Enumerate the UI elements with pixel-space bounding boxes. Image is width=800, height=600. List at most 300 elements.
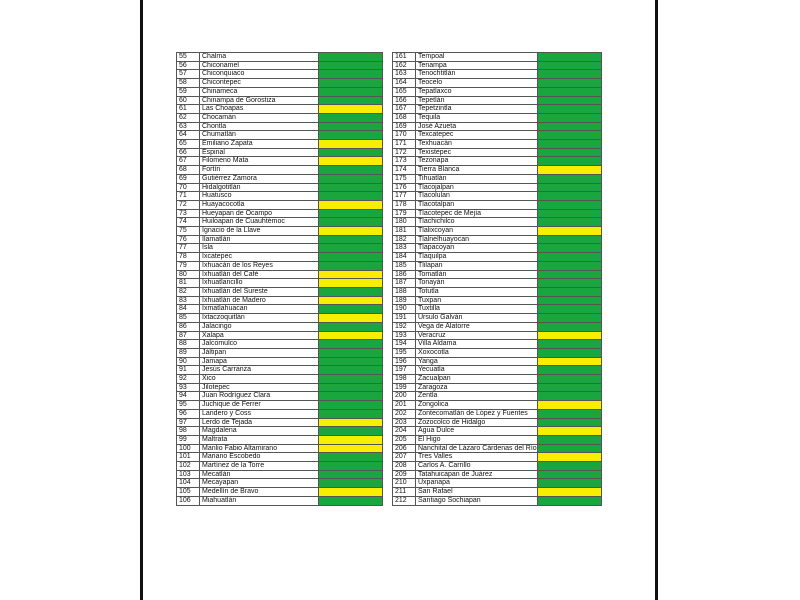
table-row [177, 200, 383, 209]
table-row [393, 392, 602, 401]
row-number: 66 [177, 148, 200, 157]
status-cell [537, 113, 601, 122]
status-cell [537, 357, 601, 366]
table-row [393, 61, 602, 70]
table-row [393, 348, 602, 357]
status-cell [537, 218, 601, 227]
status-cell [537, 61, 601, 70]
table-row [393, 462, 602, 471]
municipality-name: Zentla [416, 392, 538, 401]
status-cell [319, 131, 383, 140]
table-row [393, 218, 602, 227]
row-number: 192 [393, 322, 416, 331]
table-row [393, 453, 602, 462]
status-cell [319, 470, 383, 479]
municipality-name: Yecuatla [416, 366, 538, 375]
table-row [177, 366, 383, 375]
table-row [177, 314, 383, 323]
row-number: 70 [177, 183, 200, 192]
status-cell [537, 314, 601, 323]
municipality-name: Fortín [200, 166, 319, 175]
status-cell [537, 87, 601, 96]
row-number: 103 [177, 470, 200, 479]
municipality-name: Tepetzintla [416, 105, 538, 114]
table-row [393, 305, 602, 314]
table-row [177, 140, 383, 149]
municipality-name: Tezonapa [416, 157, 538, 166]
municipality-name: Tenampa [416, 61, 538, 70]
status-cell [319, 444, 383, 453]
table-row [177, 174, 383, 183]
row-number: 86 [177, 322, 200, 331]
status-cell [537, 235, 601, 244]
row-number: 211 [393, 488, 416, 497]
status-cell [537, 200, 601, 209]
status-cell [319, 331, 383, 340]
municipality-name: Tlacotepec de Mejía [416, 209, 538, 218]
row-number: 188 [393, 287, 416, 296]
row-number: 169 [393, 122, 416, 131]
municipality-name: Landero y Coss [200, 409, 319, 418]
table-row [393, 366, 602, 375]
status-cell [319, 435, 383, 444]
table-row [177, 427, 383, 436]
table-row [393, 183, 602, 192]
table-row [177, 488, 383, 497]
row-number: 60 [177, 96, 200, 105]
municipality-name: Tierra Blanca [416, 166, 538, 175]
status-cell [319, 305, 383, 314]
row-number: 176 [393, 183, 416, 192]
row-number: 55 [177, 53, 200, 62]
municipality-name: Jáltipan [200, 348, 319, 357]
table-row [177, 70, 383, 79]
table-row [177, 61, 383, 70]
row-number: 207 [393, 453, 416, 462]
table-row [177, 418, 383, 427]
municipality-name: Zontecomatlán de López y Fuentes [416, 409, 538, 418]
table-row [393, 375, 602, 384]
status-cell [319, 375, 383, 384]
status-cell [319, 79, 383, 88]
status-cell [537, 209, 601, 218]
status-cell [319, 61, 383, 70]
table-row [177, 296, 383, 305]
row-number: 205 [393, 435, 416, 444]
table-row [393, 209, 602, 218]
row-number: 187 [393, 279, 416, 288]
status-cell [319, 148, 383, 157]
table-row [177, 435, 383, 444]
status-cell [319, 287, 383, 296]
table-row [177, 192, 383, 201]
row-number: 58 [177, 79, 200, 88]
row-number: 93 [177, 383, 200, 392]
row-number: 89 [177, 348, 200, 357]
table-row [177, 113, 383, 122]
row-number: 91 [177, 366, 200, 375]
status-cell [319, 87, 383, 96]
status-cell [319, 192, 383, 201]
row-number: 163 [393, 70, 416, 79]
status-cell [537, 131, 601, 140]
municipality-name: Chinampa de Gorostiza [200, 96, 319, 105]
municipality-name: Tihuatlán [416, 174, 538, 183]
row-number: 185 [393, 261, 416, 270]
row-number: 195 [393, 348, 416, 357]
table-row [177, 166, 383, 175]
table-row [393, 470, 602, 479]
table-row [177, 453, 383, 462]
municipality-name: Teocelo [416, 79, 538, 88]
municipality-name: Chalma [200, 53, 319, 62]
municipality-name: Tuxpan [416, 296, 538, 305]
status-cell [319, 279, 383, 288]
row-number: 92 [177, 375, 200, 384]
municipality-name: Magdalena [200, 427, 319, 436]
table-row [177, 287, 383, 296]
municipality-name: Tatahuicapan de Juárez [416, 470, 538, 479]
municipality-name: Manlio Fabio Altamirano [200, 444, 319, 453]
row-number: 102 [177, 462, 200, 471]
municipality-name: Tlapacoyan [416, 244, 538, 253]
table-row [177, 218, 383, 227]
status-cell [319, 70, 383, 79]
municipality-name: Texhuacán [416, 140, 538, 149]
municipality-name: Medellín de Bravo [200, 488, 319, 497]
municipality-name: Ixhuatlancillo [200, 279, 319, 288]
status-cell [537, 183, 601, 192]
municipality-name: Jamapa [200, 357, 319, 366]
table-row [393, 401, 602, 410]
row-number: 212 [393, 496, 416, 505]
row-number: 90 [177, 357, 200, 366]
status-cell [319, 209, 383, 218]
municipality-name: Hidalgotitlán [200, 183, 319, 192]
row-number: 172 [393, 148, 416, 157]
table-row [177, 322, 383, 331]
status-cell [537, 96, 601, 105]
municipality-name: Chumatlán [200, 131, 319, 140]
status-cell [319, 105, 383, 114]
row-number: 196 [393, 357, 416, 366]
municipality-name: Villa Aldama [416, 340, 538, 349]
status-cell [537, 157, 601, 166]
table-row [393, 340, 602, 349]
row-number: 162 [393, 61, 416, 70]
row-number: 106 [177, 496, 200, 505]
row-number: 69 [177, 174, 200, 183]
table-row [177, 270, 383, 279]
status-cell [319, 166, 383, 175]
status-cell [319, 140, 383, 149]
municipality-name: Tempoal [416, 53, 538, 62]
status-cell [319, 96, 383, 105]
status-cell [537, 383, 601, 392]
municipality-name: Tlacolulan [416, 192, 538, 201]
municipality-name: Ixmatlahuacan [200, 305, 319, 314]
municipality-name: Tlacojalpan [416, 183, 538, 192]
municipality-name: Chontla [200, 122, 319, 131]
status-cell [537, 496, 601, 505]
row-number: 186 [393, 270, 416, 279]
municipality-name: Tuxtilla [416, 305, 538, 314]
status-cell [319, 340, 383, 349]
row-number: 100 [177, 444, 200, 453]
row-number: 206 [393, 444, 416, 453]
table-row [177, 409, 383, 418]
row-number: 199 [393, 383, 416, 392]
municipality-name: Agua Dulce [416, 427, 538, 436]
table-row [393, 496, 602, 505]
municipality-name: Texcatepec [416, 131, 538, 140]
row-number: 166 [393, 96, 416, 105]
table-row [393, 166, 602, 175]
row-number: 208 [393, 462, 416, 471]
row-number: 74 [177, 218, 200, 227]
table-row [393, 287, 602, 296]
table-row [177, 105, 383, 114]
status-cell [537, 453, 601, 462]
row-number: 61 [177, 105, 200, 114]
table-row [177, 444, 383, 453]
row-number: 99 [177, 435, 200, 444]
status-cell [537, 462, 601, 471]
status-cell [537, 401, 601, 410]
status-cell [537, 244, 601, 253]
row-number: 97 [177, 418, 200, 427]
row-number: 65 [177, 140, 200, 149]
status-cell [537, 375, 601, 384]
row-number: 71 [177, 192, 200, 201]
municipality-name: Ixhuatlán del Sureste [200, 287, 319, 296]
status-cell [319, 157, 383, 166]
row-number: 76 [177, 235, 200, 244]
table-row [177, 392, 383, 401]
table-row [177, 253, 383, 262]
municipality-name: Espinal [200, 148, 319, 157]
table-row [393, 79, 602, 88]
table-row [393, 331, 602, 340]
row-number: 210 [393, 479, 416, 488]
municipality-name: Tlalnelhuayocan [416, 235, 538, 244]
status-cell [319, 479, 383, 488]
row-number: 164 [393, 79, 416, 88]
row-number: 59 [177, 87, 200, 96]
row-number: 168 [393, 113, 416, 122]
row-number: 203 [393, 418, 416, 427]
municipality-name: Huiloapan de Cuauhtémoc [200, 218, 319, 227]
row-number: 73 [177, 209, 200, 218]
municipality-name: Chiconquiaco [200, 70, 319, 79]
municipality-name: Huayacocotla [200, 200, 319, 209]
status-cell [537, 331, 601, 340]
status-cell [319, 322, 383, 331]
status-cell [537, 261, 601, 270]
table-row [393, 488, 602, 497]
table-row [393, 53, 602, 62]
row-number: 87 [177, 331, 200, 340]
table-row [393, 70, 602, 79]
municipality-name: Tlaquilpa [416, 253, 538, 262]
row-number: 78 [177, 253, 200, 262]
municipality-name: Jilotepec [200, 383, 319, 392]
row-number: 63 [177, 122, 200, 131]
municipality-name: Jesús Carranza [200, 366, 319, 375]
municipality-name: Xico [200, 375, 319, 384]
municipality-name: Zaragoza [416, 383, 538, 392]
row-number: 88 [177, 340, 200, 349]
table-row [177, 401, 383, 410]
status-cell [319, 348, 383, 357]
table-row [393, 122, 602, 131]
table-row [393, 427, 602, 436]
table-row [393, 314, 602, 323]
row-number: 161 [393, 53, 416, 62]
table-row [177, 279, 383, 288]
row-number: 77 [177, 244, 200, 253]
table-row [393, 322, 602, 331]
municipality-name: Jalcomulco [200, 340, 319, 349]
municipality-name: Texistepec [416, 148, 538, 157]
row-number: 62 [177, 113, 200, 122]
municipality-name: Úrsulo Galván [416, 314, 538, 323]
status-cell [319, 122, 383, 131]
municipality-name: El Higo [416, 435, 538, 444]
municipality-name: Totutla [416, 287, 538, 296]
municipality-name: Ixcatepec [200, 253, 319, 262]
table-row [393, 105, 602, 114]
table-row [393, 479, 602, 488]
status-cell [319, 227, 383, 236]
table-row [393, 235, 602, 244]
status-cell [537, 488, 601, 497]
status-cell [537, 174, 601, 183]
municipality-name: Filomeno Mata [200, 157, 319, 166]
row-number: 80 [177, 270, 200, 279]
row-number: 94 [177, 392, 200, 401]
table-row [393, 174, 602, 183]
status-cell [319, 270, 383, 279]
row-number: 209 [393, 470, 416, 479]
municipality-name: Chocamán [200, 113, 319, 122]
status-cell [319, 392, 383, 401]
table-row [393, 113, 602, 122]
municipality-name: San Rafael [416, 488, 538, 497]
status-cell [319, 401, 383, 410]
table-row [393, 435, 602, 444]
table-row [177, 479, 383, 488]
status-cell [537, 427, 601, 436]
table-row [177, 53, 383, 62]
status-cell [319, 357, 383, 366]
municipality-name: Ixtaczoquitlán [200, 314, 319, 323]
status-cell [319, 174, 383, 183]
status-cell [319, 113, 383, 122]
row-number: 191 [393, 314, 416, 323]
municipality-table-left [176, 52, 383, 506]
municipality-name: Juchique de Ferrer [200, 401, 319, 410]
row-number: 84 [177, 305, 200, 314]
row-number: 180 [393, 218, 416, 227]
table-row [393, 296, 602, 305]
status-cell [319, 296, 383, 305]
municipality-name: Tepatlaxco [416, 87, 538, 96]
status-cell [537, 140, 601, 149]
row-number: 202 [393, 409, 416, 418]
row-number: 181 [393, 227, 416, 236]
row-number: 197 [393, 366, 416, 375]
row-number: 95 [177, 401, 200, 410]
table-row [177, 87, 383, 96]
status-cell [537, 166, 601, 175]
municipality-name: Tenochtitlán [416, 70, 538, 79]
municipality-name: Lerdo de Tejada [200, 418, 319, 427]
table-row [393, 279, 602, 288]
table-row [393, 148, 602, 157]
row-number: 85 [177, 314, 200, 323]
table-row [177, 131, 383, 140]
status-cell [319, 244, 383, 253]
table-row [177, 157, 383, 166]
row-number: 184 [393, 253, 416, 262]
table-row [393, 357, 602, 366]
row-number: 57 [177, 70, 200, 79]
status-cell [537, 287, 601, 296]
row-number: 67 [177, 157, 200, 166]
table-row [177, 79, 383, 88]
status-cell [537, 409, 601, 418]
municipality-name: Xalapa [200, 331, 319, 340]
status-cell [537, 479, 601, 488]
municipality-name: Martínez de la Torre [200, 462, 319, 471]
table-row [177, 375, 383, 384]
row-number: 83 [177, 296, 200, 305]
municipality-name: Tequila [416, 113, 538, 122]
row-number: 170 [393, 131, 416, 140]
row-number: 101 [177, 453, 200, 462]
table-row [177, 383, 383, 392]
table-row [393, 261, 602, 270]
table-row [177, 148, 383, 157]
status-cell [537, 366, 601, 375]
table-row [393, 383, 602, 392]
municipality-name: Yanga [416, 357, 538, 366]
table-row [177, 209, 383, 218]
status-cell [537, 340, 601, 349]
row-number: 68 [177, 166, 200, 175]
table-row [393, 418, 602, 427]
municipality-name: Tlalixcoyan [416, 227, 538, 236]
row-number: 193 [393, 331, 416, 340]
status-cell [537, 227, 601, 236]
status-cell [537, 279, 601, 288]
status-cell [537, 392, 601, 401]
status-cell [537, 79, 601, 88]
status-cell [319, 462, 383, 471]
row-number: 178 [393, 200, 416, 209]
table-row [393, 157, 602, 166]
table-row [393, 270, 602, 279]
row-number: 201 [393, 401, 416, 410]
status-cell [319, 496, 383, 505]
table-row [393, 87, 602, 96]
row-number: 189 [393, 296, 416, 305]
row-number: 173 [393, 157, 416, 166]
table-row [393, 244, 602, 253]
status-cell [319, 235, 383, 244]
status-cell [319, 488, 383, 497]
